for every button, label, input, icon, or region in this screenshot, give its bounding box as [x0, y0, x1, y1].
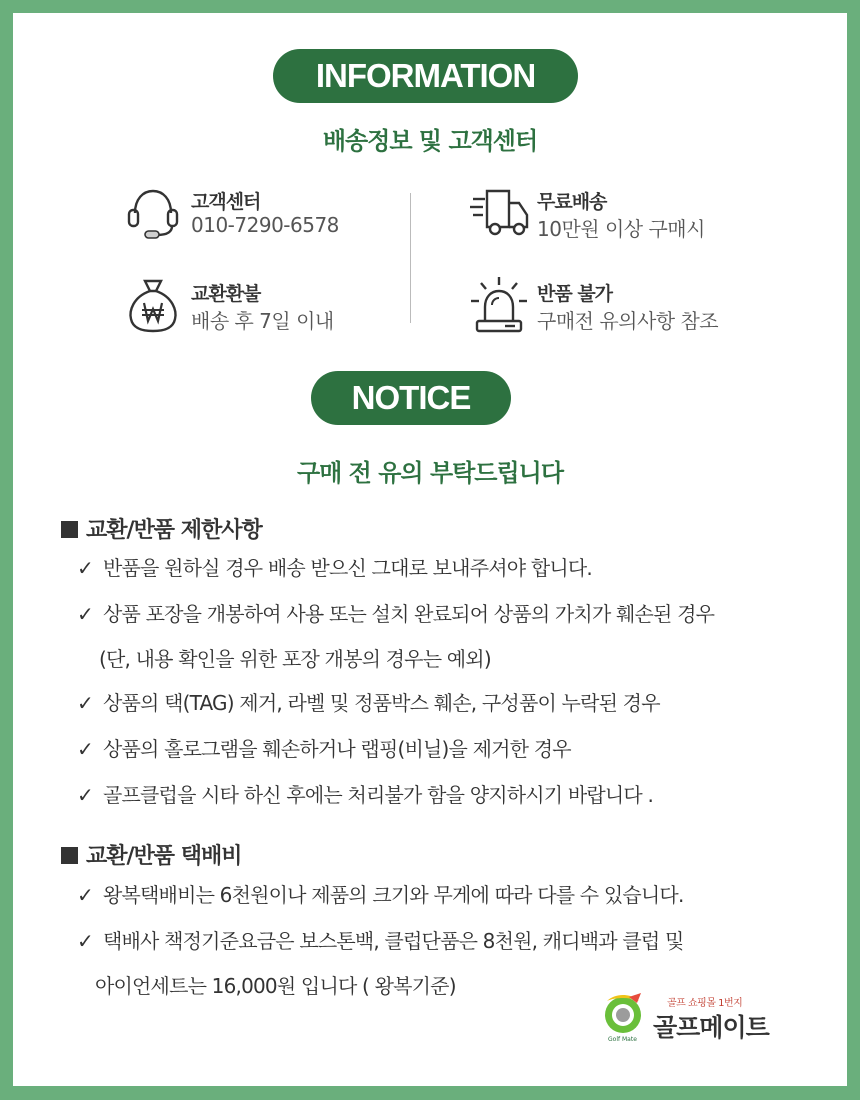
list-item-text: 택배사 책정기준요금은 보스톤백, 클럽단품은 8천원, 캐디백과 클럽 및: [103, 929, 684, 953]
square-bullet-icon: [61, 521, 78, 538]
notice-subtitle: 구매 전 유의 부탁드립니다: [296, 459, 564, 487]
list-item-text: 상품의 홀로그램을 훼손하거나 랩핑(비닐)을 제거한 경우: [103, 737, 571, 761]
list-item: [77, 779, 653, 808]
section-heading-text: 교환/반품 택배비: [86, 844, 242, 869]
list-item-note: (단, 내용 확인을 위한 포장 개봉의 경우는 예외): [99, 647, 491, 671]
logo-tagline: 골프 쇼핑몰 1번지: [667, 998, 743, 1009]
notice-pill: NOTICE: [311, 371, 511, 425]
feature-no-return: [469, 275, 769, 339]
checkmark-icon: ✓: [77, 737, 93, 761]
vertical-divider: [410, 193, 411, 323]
list-item: [77, 879, 684, 908]
money-bag-won-icon: [123, 275, 183, 335]
list-item-text: 상품 포장을 개봉하여 사용 또는 설치 완료되어 상품의 가치가 훼손된 경우: [103, 602, 715, 626]
list-item: [77, 687, 660, 716]
list-item: [77, 733, 571, 762]
list-item-text: 골프클럽을 시타 하신 후에는 처리불가 함을 양지하시기 바랍니다 .: [103, 783, 654, 807]
list-item-text: 상품의 택(TAG) 제거, 라벨 및 정품박스 훼손, 구성품이 누락된 경우: [103, 691, 660, 715]
checkmark-icon: ✓: [77, 883, 93, 907]
feature-free-shipping: [469, 183, 769, 247]
list-item-continuation: 아이언세트는 16,000원 입니다 ( 왕복기준): [95, 974, 456, 998]
list-item: [77, 598, 714, 627]
feature-exchange-refund: [123, 275, 423, 339]
section-heading-shipping-fee: [61, 839, 241, 870]
checkmark-icon: ✓: [77, 602, 93, 626]
list-item: [77, 925, 684, 954]
siren-alert-icon: [469, 275, 529, 335]
headset-icon: [123, 183, 183, 243]
list-item: [77, 552, 592, 581]
checkmark-icon: ✓: [77, 556, 93, 580]
checkmark-icon: ✓: [77, 929, 93, 953]
information-subtitle: 배송정보 및 고객센터: [322, 127, 538, 155]
feature-title: 무료배송: [537, 191, 607, 213]
logo-mark-text: Golf Mate: [608, 1036, 637, 1043]
feature-value: 10만원 이상 구매시: [537, 217, 705, 241]
section-heading-text: 교환/반품 제한사항: [86, 518, 262, 543]
information-pill: INFORMATION: [273, 49, 578, 103]
checkmark-icon: ✓: [77, 783, 93, 807]
feature-title: 교환환불: [191, 283, 261, 305]
feature-title: 고객센터: [191, 191, 261, 213]
delivery-truck-icon: [469, 183, 529, 243]
page-card: [13, 13, 847, 1086]
phone-number: 010-7290-6578: [191, 213, 339, 237]
logo-name: 골프메이트: [653, 1013, 769, 1042]
checkmark-icon: ✓: [77, 691, 93, 715]
feature-value: 배송 후 7일 이내: [191, 309, 334, 333]
feature-customer-center: [123, 183, 423, 247]
square-bullet-icon: [61, 847, 78, 864]
section-heading-restrictions: [61, 513, 262, 544]
list-item-text: 반품을 원하실 경우 배송 받으신 그대로 보내주셔야 합니다.: [103, 556, 592, 580]
feature-value: 구매전 유의사항 참조: [537, 309, 719, 333]
list-item-text: 왕복택배비는 6천원이나 제품의 크기와 무게에 따라 다를 수 있습니다.: [103, 883, 684, 907]
golfmate-logo: [601, 991, 781, 1051]
feature-title: 반품 불가: [537, 283, 613, 305]
